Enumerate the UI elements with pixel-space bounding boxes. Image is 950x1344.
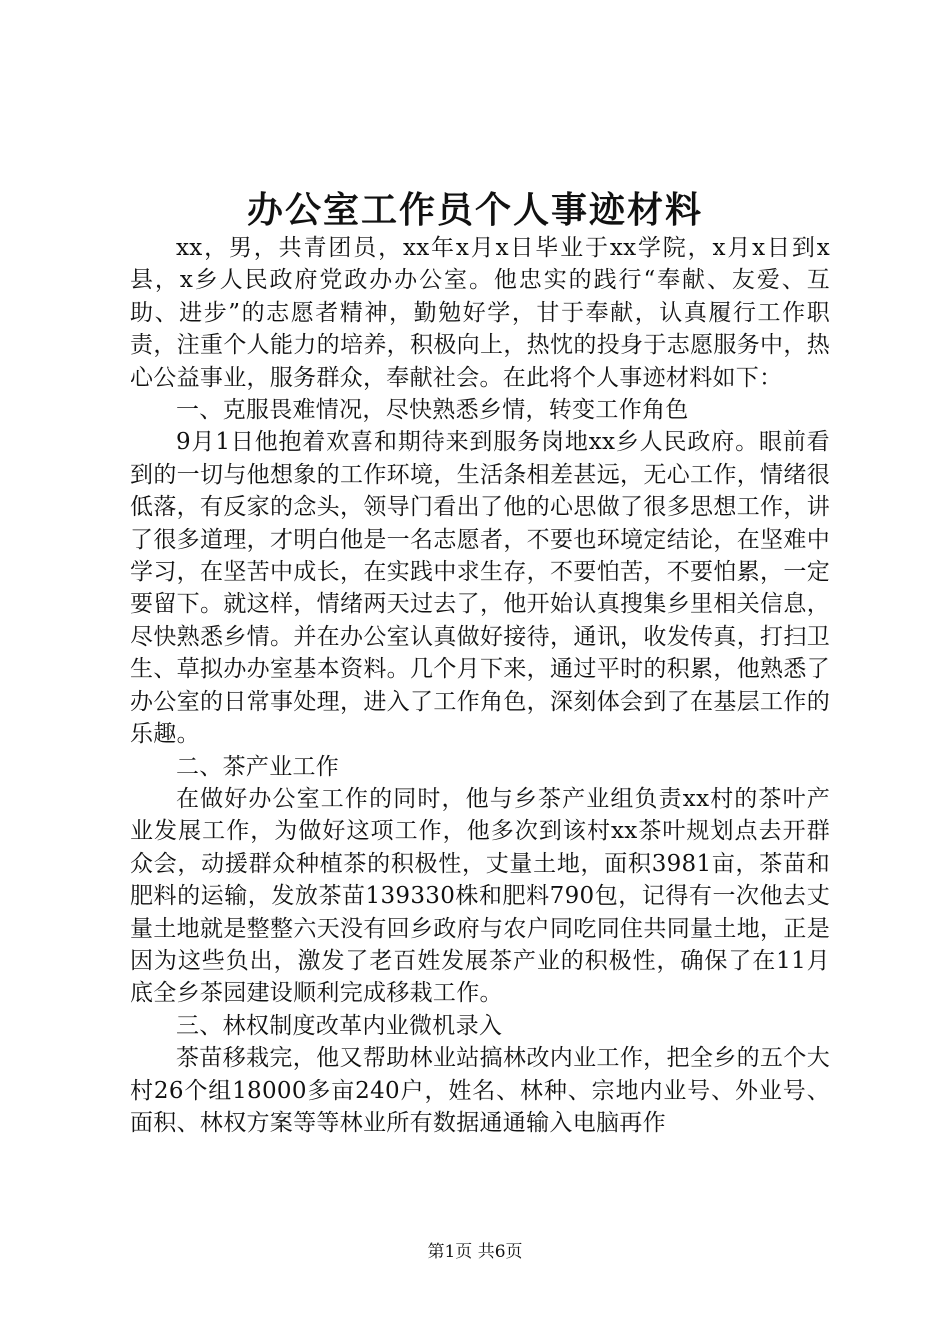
- page-footer: 第1页 共6页: [427, 1242, 523, 1262]
- document-title: 办公室工作员个人事迹材料: [246, 189, 703, 231]
- paragraph-section-1: 9月1日他抱着欢喜和期待来到服务岗地xx乡人民政府。眼前看到的一切与他想象的工作环境，生活条相差甚远，无心工作，情绪很低落，有反家的念头，领导门看出了他的心思做了很多思想工作，讲了很多道理，才明白他是一名志愿者，不要也环境定结论，在坚难中学习，在坚苦中成长，在实践中求生存，不要怕苦，不要怕累，一定要留下。就这样，情绪两天过去了，他开始认真搜集乡里相关信息，尽快熟悉乡情。并在办公室认真做好接待，通讯，收发传真，打扫卫生、草拟办办室基本资料。几个月下来，通过平时的积累，他熟悉了办公室的日常事处理，进入了工作角色，深刻体会到了在基层工作的乐趣。: [130, 429, 830, 748]
- document-body: [130, 232, 830, 1139]
- paragraph-intro: xx，男，共青团员，xx年x月x日毕业于xx学院，x月x日到x县，x乡人民政府党政办办公室。他忠实的践行“奉献、友爱、互助、进步”的志愿者精神，勤勉好学，甘于奉献，认真履行工作职责，注重个人能力的培养，积极向上，热忱的投身于志愿服务中，热心公益事业，服务群众，奉献社会。在此将个人事迹材料如下：: [130, 235, 830, 391]
- section-heading-1: 一、克服畏难情况，尽快熟悉乡情，转变工作角色: [176, 397, 689, 424]
- paragraph-section-2: 在做好办公室工作的同时，他与乡茶产业组负责xx村的茶叶产业发展工作，为做好这项工作，他多次到该村xx茶叶规划点去开群众会，动援群众种植茶的积极性，丈量土地，面积3981亩，茶苗和肥料的运输，发放茶苗139330株和肥料790包，记得有一次他去丈量土地就是整整六天没有回乡政府与农户同吃同住共同量土地，正是因为这些负出，激发了老百姓发展茶产业的积极性，确保了在11月底全乡茶园建设顺利完成移栽工作。: [130, 785, 830, 1007]
- paragraph-section-3: 茶苗移栽完，他又帮助林业站搞林改内业工作，把全乡的五个大村26个组18000多亩240户，姓名、林种、宗地内业号、外业号、面积、林权方案等等林业所有数据通通输入电脑再作: [130, 1045, 830, 1136]
- section-heading-2: 二、茶产业工作: [176, 753, 340, 780]
- section-heading-3: 三、林权制度改革内业微机录入: [176, 1012, 503, 1039]
